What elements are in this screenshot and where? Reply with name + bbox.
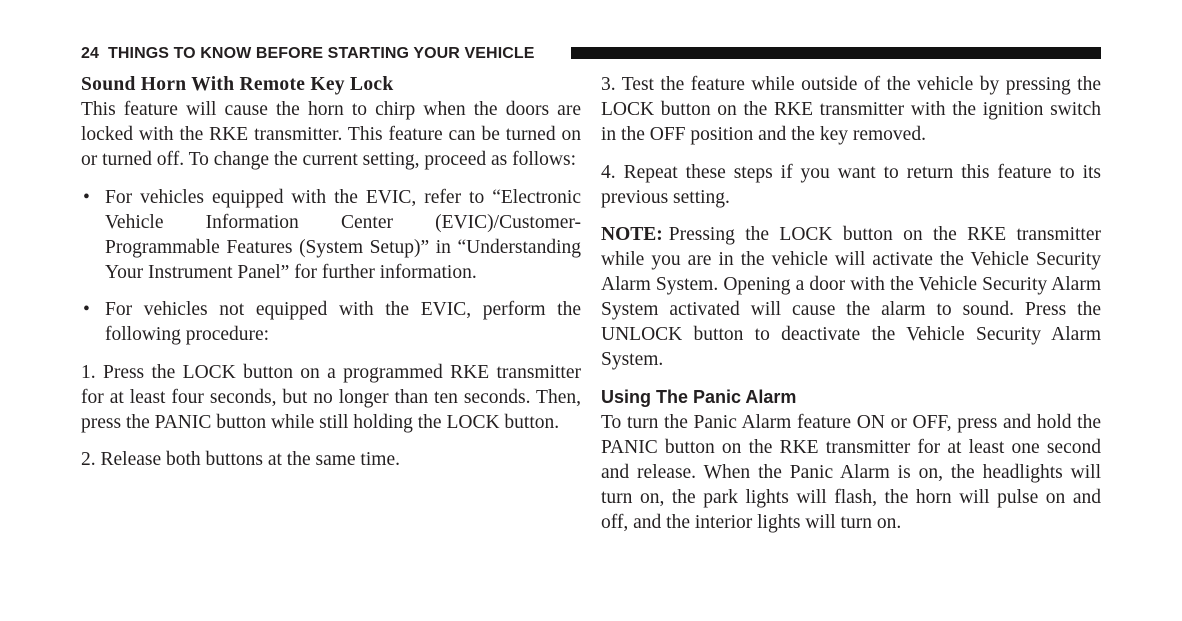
bullet-icon: • [83,186,90,208]
panic-alarm-heading: Using The Panic Alarm [601,386,797,407]
page-number: 24 [81,45,99,62]
bullet-text: For vehicles equipped with the EVIC, refer to “Electronic Vehicle Information Center (EVIC)/Customer-Programmable Features (System Setup)” in “Understanding Your Instrument Panel” for further information. [105,186,581,283]
step-4: 4. Repeat these steps if you want to return this feature to its previous setting. [601,161,1101,208]
bullet-icon: • [83,299,90,320]
bullet-item [81,297,581,347]
step-2: 2. Release both buttons at the same time. [81,449,400,470]
bullet-item [81,185,581,285]
right-column [601,72,1101,547]
running-head [81,44,535,64]
section-title: THINGS TO KNOW BEFORE STARTING YOUR VEHICLE [108,45,535,62]
section-heading: Sound Horn With Remote Key Lock [81,74,394,95]
page-header [81,44,1101,64]
intro-paragraph: This feature will cause the horn to chirp when the doors are locked with the RKE transmitter. This feature can be turned on or turned off. To change the current setting, proceed as follows: [81,99,581,170]
note-paragraph [601,222,1101,372]
step-3: 3. Test the feature while outside of the vehicle by pressing the LOCK button on the RKE transmitter with the ignition switch in the OFF position and the key removed. [601,74,1101,145]
left-column [81,72,581,485]
step-1: 1. Press the LOCK button on a programmed RKE transmitter for at least four seconds, but no longer than ten seconds. Then, press the PANIC button while still holding the LOCK button. [81,361,581,433]
note-label: NOTE: [601,224,663,245]
header-rule [571,47,1101,59]
panic-alarm-paragraph: To turn the Panic Alarm feature ON or OFF, press and hold the PANIC button on the RKE transmitter for at least one second and release. When the Panic Alarm is on, the headlights will turn on, the park lights will flash, the horn will pulse on and off, and the interior lights will turn on. [601,411,1101,533]
note-text: Pressing the LOCK button on the RKE transmitter while you are in the vehicle will activate the Vehicle Security Alarm System. Opening a door with the Vehicle Security Alarm System activated will cause the alarm to sound. Press the UNLOCK button to deactivate the Vehicle Security Alarm System. [601,224,1101,370]
bullet-text: For vehicles not equipped with the EVIC, perform the following procedure: [105,299,581,345]
